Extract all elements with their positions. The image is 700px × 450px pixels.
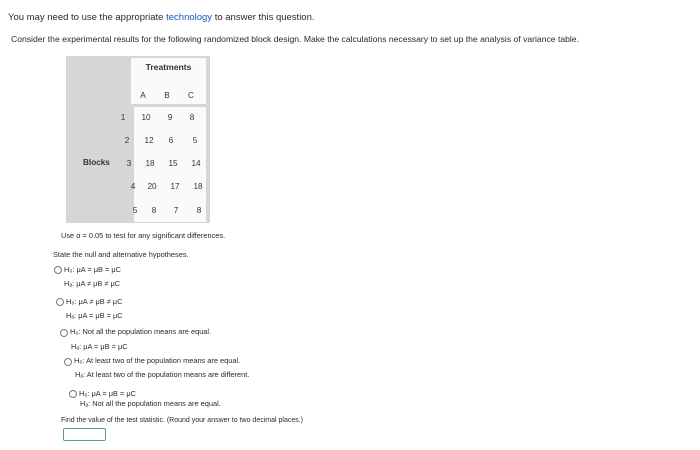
option-3-ha: Hₐ: μA = μB = μC xyxy=(71,342,128,351)
table-cell: 18 xyxy=(145,159,155,168)
option-5-ha: Hₐ: Not all the population means are equal. xyxy=(80,399,221,408)
block-number: 2 xyxy=(124,136,130,145)
table-cell: 15 xyxy=(168,159,178,168)
option-1-ha: Hₐ: μA ≠ μB ≠ μC xyxy=(64,279,121,288)
block-number: 3 xyxy=(126,159,132,168)
table-cell: 18 xyxy=(193,182,203,191)
option-5-h0: H₀: μA = μB = μC xyxy=(79,389,136,398)
column-header: B xyxy=(164,91,170,100)
option-5-radio[interactable] xyxy=(69,390,77,398)
problem-statement: Consider the experimental results for the following randomized block design. Make the calculations necessary to set up the analysis of variance table. xyxy=(11,34,579,44)
block-number: 1 xyxy=(120,113,126,122)
option-4-h0: H₀: At least two of the population means are equal. xyxy=(74,356,241,365)
option-2-h0: H₀: μA ≠ μB ≠ μC xyxy=(66,297,123,306)
table-cell: 20 xyxy=(147,182,157,191)
instruction-line xyxy=(8,12,315,23)
treatments-title: Treatments xyxy=(145,62,192,72)
table-cell: 12 xyxy=(144,136,154,145)
technology-link[interactable]: technology xyxy=(166,12,213,23)
instruction-text-start: You may need to use the appropriate xyxy=(8,12,164,23)
block-number: 4 xyxy=(130,182,136,191)
option-3-radio[interactable] xyxy=(60,329,68,337)
table-cell: 9 xyxy=(167,113,173,122)
block-number: 5 xyxy=(132,206,138,215)
column-header: A xyxy=(140,91,146,100)
table-cell: 17 xyxy=(170,182,180,191)
option-1-radio[interactable] xyxy=(54,266,62,274)
option-2-radio[interactable] xyxy=(56,298,64,306)
table-cell: 7 xyxy=(173,206,179,215)
column-header: C xyxy=(188,91,194,100)
instruction-text-end: to answer this question. xyxy=(214,12,315,23)
option-1-h0: H₀: μA = μB = μC xyxy=(64,265,121,274)
option-2-ha: Hₐ: μA = μB = μC xyxy=(66,311,123,320)
table-cell: 8 xyxy=(196,206,202,215)
table-cell: 8 xyxy=(151,206,157,215)
table-cell: 5 xyxy=(192,136,198,145)
table-cell: 10 xyxy=(141,113,151,122)
table-cell: 6 xyxy=(168,136,174,145)
test-statistic-prompt: Find the value of the test statistic. (Round your answer to two decimal places.) xyxy=(61,417,304,424)
option-4-ha: Hₐ: At least two of the population means are different. xyxy=(75,370,250,379)
table-cell: 8 xyxy=(189,113,195,122)
table-cell: 14 xyxy=(191,159,201,168)
blocks-label: Blocks xyxy=(83,158,110,167)
hypotheses-prompt: State the null and alternative hypotheses. xyxy=(53,250,189,259)
test-statistic-input[interactable] xyxy=(63,428,106,441)
option-4-radio[interactable] xyxy=(64,358,72,366)
alpha-instruction: Use α = 0.05 to test for any significant differences. xyxy=(61,231,226,240)
option-3-h0: H₀: Not all the population means are equal. xyxy=(70,327,212,336)
